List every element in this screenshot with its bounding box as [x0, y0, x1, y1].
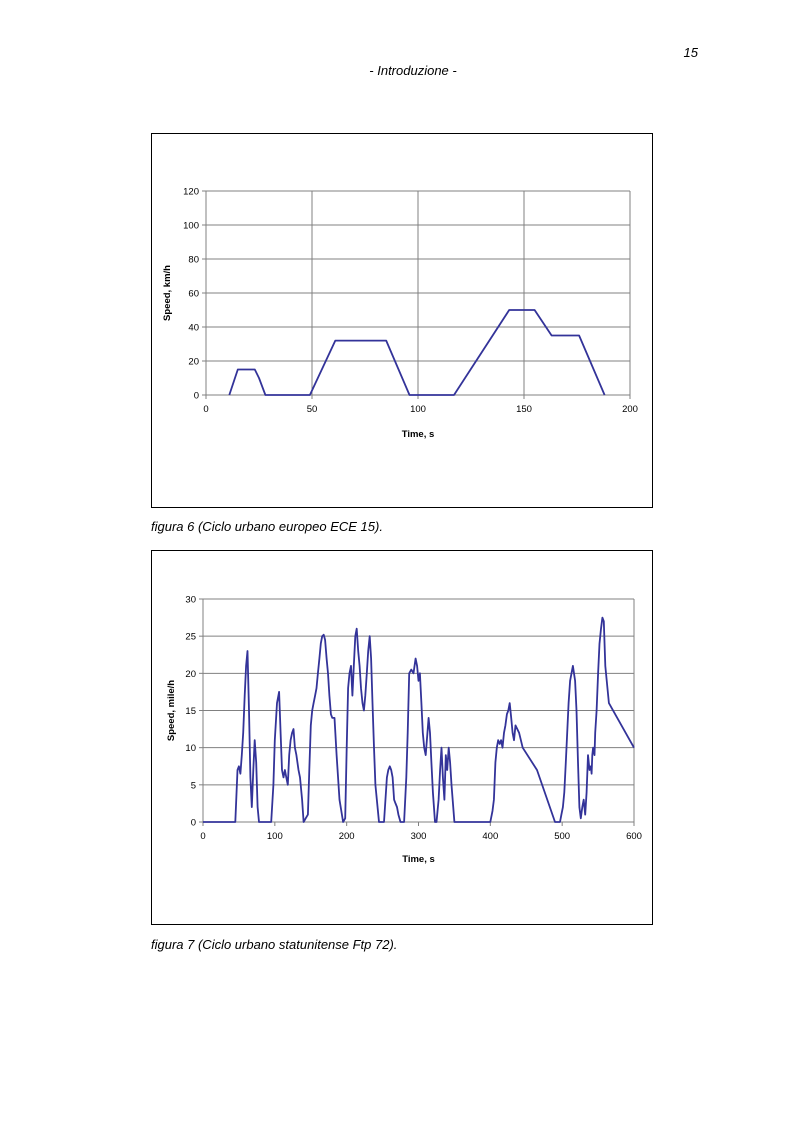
figure-6-caption: figura 6 (Ciclo urbano europeo ECE 15). — [151, 519, 383, 534]
figure-6-chart — [152, 134, 654, 509]
figure-7-chart — [152, 551, 654, 926]
y-tick-label: 100 — [183, 220, 199, 232]
y-tick-label: 20 — [188, 356, 199, 368]
y-tick-label: 0 — [190, 817, 196, 829]
figure-7-frame — [151, 550, 653, 925]
y-tick-label: 10 — [185, 743, 196, 755]
y-axis-title: Speed, mile/h — [166, 679, 177, 742]
y-tick-label: 20 — [185, 668, 196, 680]
y-tick-label: 5 — [190, 780, 196, 792]
y-tick-label: 80 — [188, 254, 199, 266]
x-tick-label: 150 — [516, 404, 532, 415]
figure-6-frame — [151, 133, 653, 508]
running-header: - Introduzione - — [369, 63, 457, 78]
x-tick-label: 600 — [626, 831, 642, 842]
y-tick-label: 30 — [185, 594, 196, 606]
y-tick-label: 15 — [185, 706, 196, 717]
x-tick-label: 100 — [266, 831, 283, 842]
y-tick-label: 0 — [193, 390, 199, 402]
x-tick-label: 50 — [306, 404, 318, 415]
x-tick-label: 200 — [338, 831, 355, 842]
x-tick-label: 100 — [410, 404, 426, 415]
x-tick-label: 200 — [622, 404, 638, 415]
y-tick-label: 25 — [185, 631, 196, 643]
x-axis-title: Time, s — [402, 854, 435, 865]
x-axis-title: Time, s — [401, 429, 435, 440]
x-tick-label: 400 — [482, 831, 499, 842]
y-tick-label: 40 — [188, 322, 199, 334]
series-line — [229, 310, 604, 395]
y-tick-label: 120 — [183, 186, 199, 198]
page-number: 15 — [683, 45, 698, 60]
x-tick-label: 300 — [410, 831, 427, 842]
x-tick-label: 500 — [554, 831, 571, 842]
series-line — [203, 618, 634, 822]
x-tick-label: 0 — [203, 404, 209, 415]
figure-7-caption: figura 7 (Ciclo urbano statunitense Ftp 72). — [151, 937, 398, 952]
y-tick-label: 60 — [188, 288, 199, 300]
x-tick-label: 0 — [200, 831, 206, 842]
y-axis-title: Speed, km/h — [162, 265, 173, 321]
